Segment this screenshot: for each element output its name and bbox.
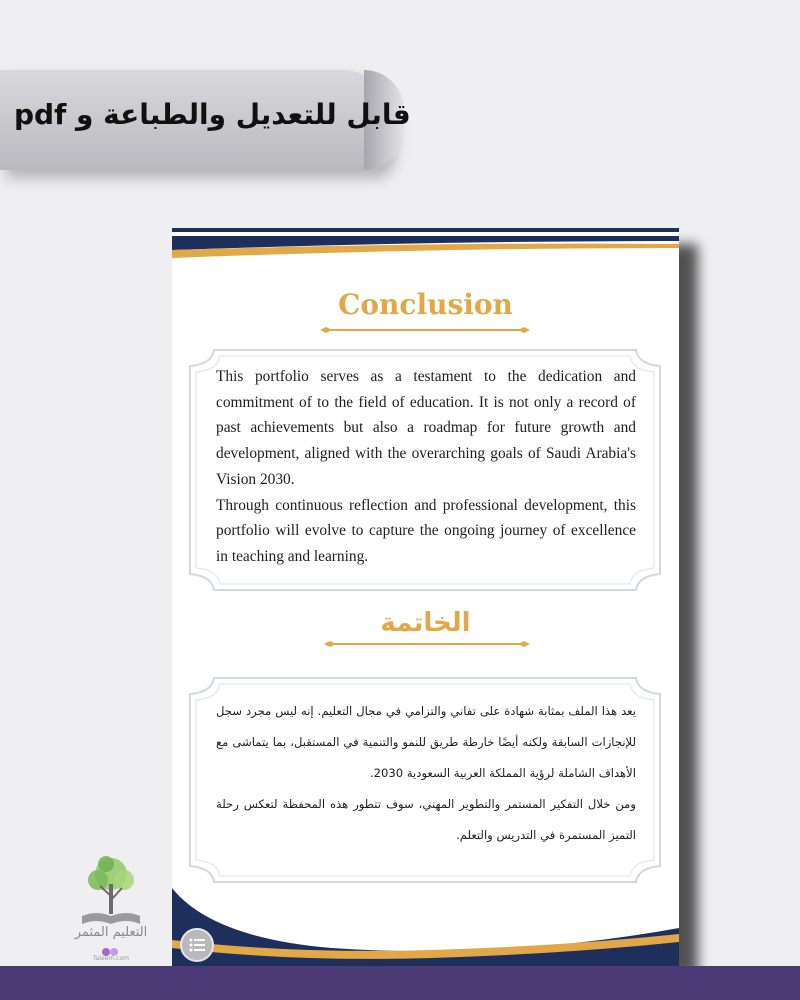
promo-banner bbox=[0, 70, 411, 170]
divider-en bbox=[320, 324, 530, 336]
logo-domain: Taleem.com bbox=[93, 955, 129, 962]
tree-book-icon bbox=[76, 852, 146, 962]
divider-ar bbox=[324, 638, 530, 650]
bottom-border-decoration bbox=[172, 888, 679, 970]
logo-name: التعليم المثمر bbox=[74, 925, 148, 940]
heading-conclusion: Conclusion bbox=[338, 288, 513, 321]
paragraph-ar-2: ومن خلال التفكير المستمر والتطوير المهني، سوف تتطور هذه المحفظة لتعكس رحلة التميز المستمرة في التدريس والتعلم. bbox=[216, 797, 636, 842]
bottom-bar bbox=[0, 966, 800, 1000]
list-icon bbox=[189, 938, 205, 952]
menu-button[interactable] bbox=[180, 928, 214, 962]
conclusion-text-en bbox=[216, 364, 636, 570]
paragraph-en-2: Through continuous reflection and professional development, this portfolio will evolve to capture the ongoing journey of excellence in teaching and learning. bbox=[216, 496, 636, 565]
conclusion-text-ar bbox=[216, 696, 636, 851]
banner-text: قابل للتعديل والطباعة و pdf bbox=[14, 98, 411, 131]
heading-conclusion-ar: الخاتمة bbox=[380, 608, 471, 638]
paragraph-ar-1: يعد هذا الملف بمثابة شهادة على تفاني والتزامي في مجال التعليم. إنه ليس مجرد سجل للإنجازات السابقة ولكنه أيضًا خارطة طريق للنمو والتنمية في المستقبل، بما يتماشى مع الأهداف الشاملة لرؤية المملكة العربية السعودية 2030. bbox=[216, 704, 636, 780]
document-page bbox=[172, 228, 679, 970]
paragraph-en-1: This portfolio serves as a testament to the dedication and commitment of to the field of education. It is not only a record of past achievements but also a roadmap for future growth and development, aligned with the overarching goals of Saudi Arabia's Vision 2030. bbox=[216, 368, 636, 488]
top-border-decoration bbox=[172, 228, 679, 278]
